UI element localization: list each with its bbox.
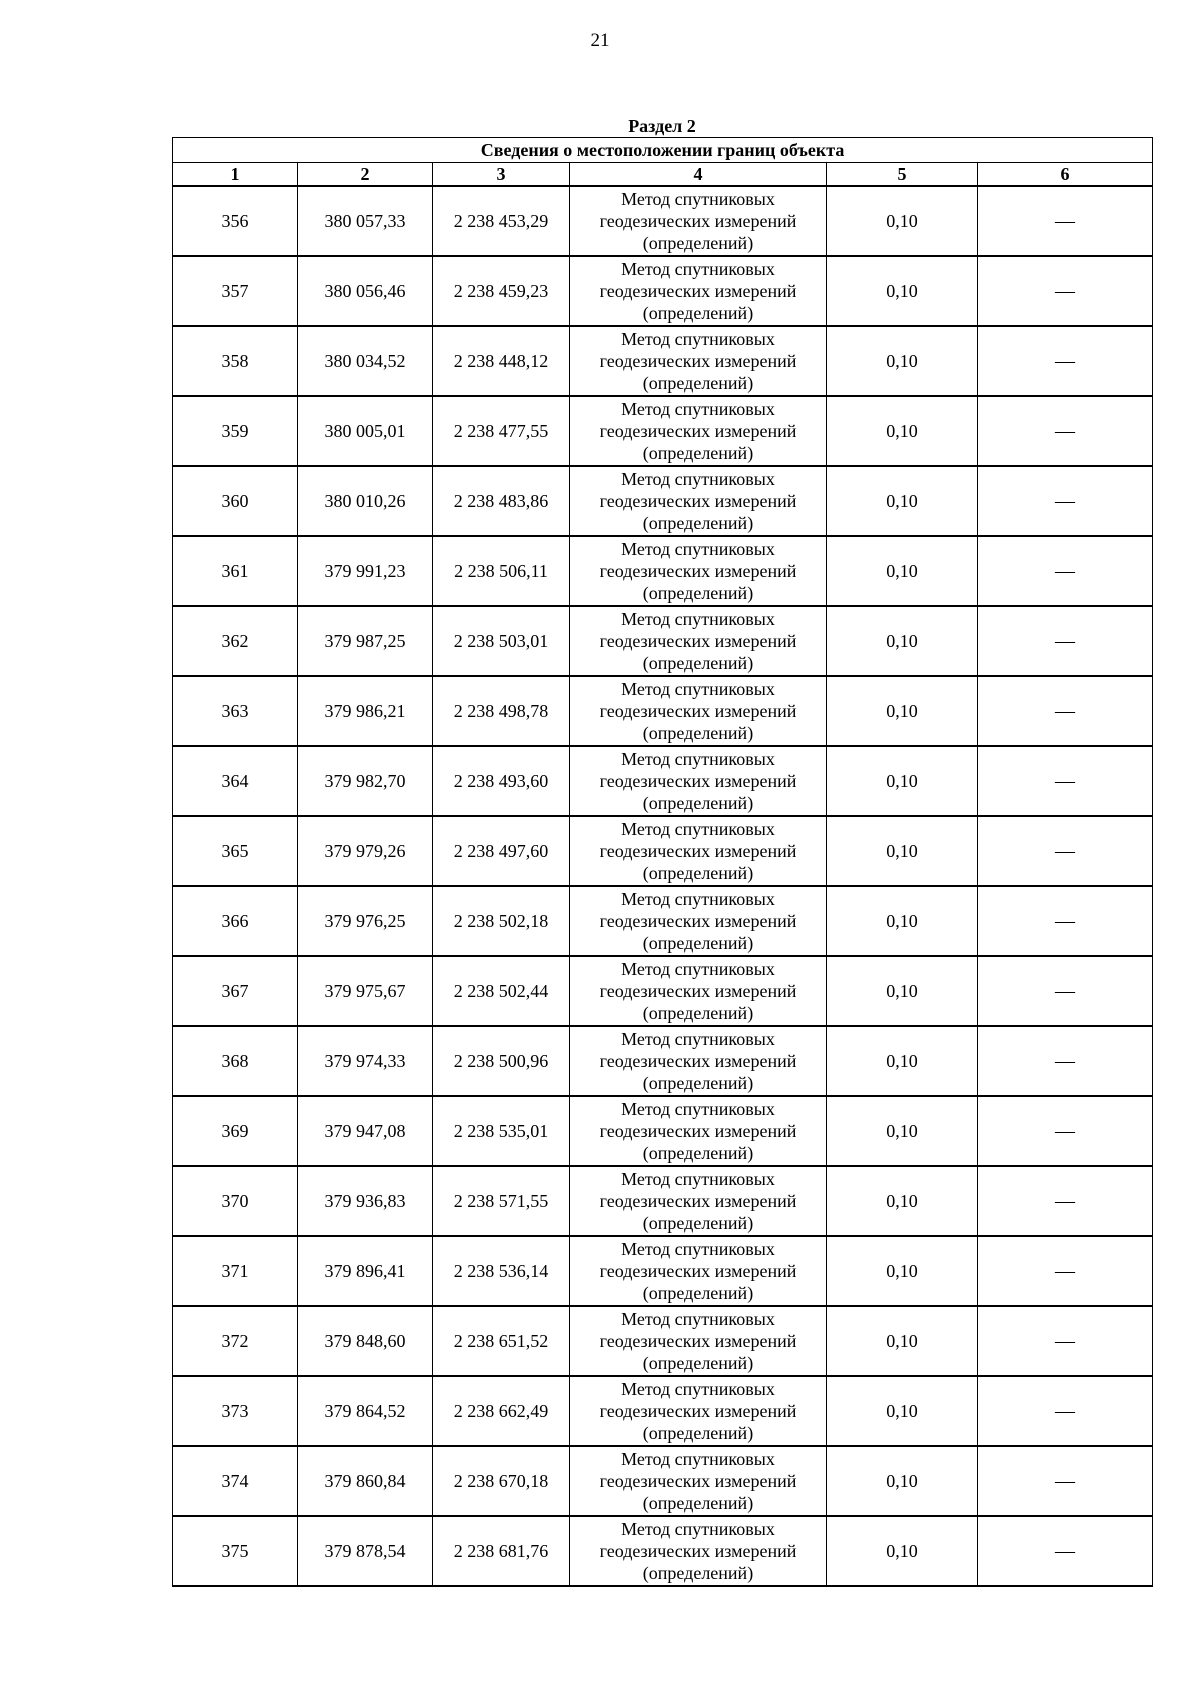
- method-text-line: Метод спутниковых: [621, 1239, 775, 1259]
- x-coordinate-cell: 379 936,83: [298, 1166, 433, 1236]
- method-text-line: (определений): [642, 933, 754, 953]
- point-number-cell: 373: [173, 1376, 298, 1446]
- table-row: [173, 816, 1153, 886]
- accuracy-cell: 0,10: [827, 816, 978, 886]
- method-text-line: (определений): [642, 513, 754, 533]
- y-coordinate-cell: 2 238 502,44: [433, 956, 570, 1026]
- method-cell: [570, 886, 827, 956]
- accuracy-cell: 0,10: [827, 1166, 978, 1236]
- accuracy-cell: 0,10: [827, 1446, 978, 1516]
- method-text-line: (определений): [642, 1563, 754, 1583]
- method-text-line: геодезических измерений: [599, 1121, 797, 1141]
- method-text-line: Метод спутниковых: [621, 1519, 775, 1539]
- y-coordinate-cell: 2 238 535,01: [433, 1096, 570, 1166]
- column-header-2: 2: [298, 163, 433, 187]
- note-cell: —: [978, 956, 1153, 1026]
- table-row: [173, 1446, 1153, 1516]
- page-number: 21: [590, 30, 610, 51]
- y-coordinate-cell: 2 238 493,60: [433, 746, 570, 816]
- y-coordinate-cell: 2 238 453,29: [433, 186, 570, 256]
- x-coordinate-cell: 379 991,23: [298, 536, 433, 606]
- y-coordinate-cell: 2 238 477,55: [433, 396, 570, 466]
- y-coordinate-cell: 2 238 448,12: [433, 326, 570, 396]
- method-text-line: Метод спутниковых: [621, 1379, 775, 1399]
- table-caption: Сведения о местоположении границ объекта: [173, 138, 1153, 163]
- accuracy-cell: 0,10: [827, 606, 978, 676]
- y-coordinate-cell: 2 238 459,23: [433, 256, 570, 326]
- x-coordinate-cell: 380 057,33: [298, 186, 433, 256]
- method-text-line: геодезических измерений: [599, 211, 797, 231]
- method-text-line: геодезических измерений: [599, 1471, 797, 1491]
- method-text-line: геодезических измерений: [599, 281, 797, 301]
- method-cell: [570, 1516, 827, 1586]
- column-header-row: [173, 163, 1153, 187]
- point-number-cell: 363: [173, 676, 298, 746]
- accuracy-cell: 0,10: [827, 466, 978, 536]
- method-text-line: (определений): [642, 373, 754, 393]
- x-coordinate-cell: 380 056,46: [298, 256, 433, 326]
- method-cell: [570, 1096, 827, 1166]
- method-cell: [570, 676, 827, 746]
- method-text-line: Метод спутниковых: [621, 259, 775, 279]
- x-coordinate-cell: 379 975,67: [298, 956, 433, 1026]
- boundary-coordinates-table: [172, 137, 1153, 1587]
- method-text-line: Метод спутниковых: [621, 609, 775, 629]
- method-text-line: (определений): [642, 1213, 754, 1233]
- point-number-cell: 358: [173, 326, 298, 396]
- note-cell: —: [978, 186, 1153, 256]
- table-row: [173, 1236, 1153, 1306]
- point-number-cell: 367: [173, 956, 298, 1026]
- accuracy-cell: 0,10: [827, 1236, 978, 1306]
- accuracy-cell: 0,10: [827, 256, 978, 326]
- point-number-cell: 375: [173, 1516, 298, 1586]
- method-text-line: (определений): [642, 1493, 754, 1513]
- y-coordinate-cell: 2 238 536,14: [433, 1236, 570, 1306]
- table-row: [173, 606, 1153, 676]
- method-cell: [570, 1236, 827, 1306]
- column-header-6: 6: [978, 163, 1153, 187]
- method-text-line: Метод спутниковых: [621, 469, 775, 489]
- note-cell: —: [978, 326, 1153, 396]
- note-cell: —: [978, 676, 1153, 746]
- method-text-line: (определений): [642, 793, 754, 813]
- note-cell: —: [978, 1236, 1153, 1306]
- method-text-line: (определений): [642, 583, 754, 603]
- x-coordinate-cell: 379 864,52: [298, 1376, 433, 1446]
- method-text-line: (определений): [642, 723, 754, 743]
- x-coordinate-cell: 379 947,08: [298, 1096, 433, 1166]
- table-row: [173, 1166, 1153, 1236]
- method-cell: [570, 536, 827, 606]
- method-text-line: геодезических измерений: [599, 1191, 797, 1211]
- method-text-line: геодезических измерений: [599, 771, 797, 791]
- accuracy-cell: 0,10: [827, 536, 978, 606]
- accuracy-cell: 0,10: [827, 1516, 978, 1586]
- method-text-line: (определений): [642, 1283, 754, 1303]
- point-number-cell: 374: [173, 1446, 298, 1516]
- note-cell: —: [978, 466, 1153, 536]
- y-coordinate-cell: 2 238 651,52: [433, 1306, 570, 1376]
- note-cell: —: [978, 256, 1153, 326]
- table-row: [173, 746, 1153, 816]
- accuracy-cell: 0,10: [827, 746, 978, 816]
- table-row: [173, 676, 1153, 746]
- method-text-line: Метод спутниковых: [621, 1309, 775, 1329]
- method-text-line: Метод спутниковых: [621, 819, 775, 839]
- note-cell: —: [978, 1376, 1153, 1446]
- method-text-line: (определений): [642, 303, 754, 323]
- table-row: [173, 956, 1153, 1026]
- accuracy-cell: 0,10: [827, 186, 978, 256]
- accuracy-cell: 0,10: [827, 326, 978, 396]
- x-coordinate-cell: 379 878,54: [298, 1516, 433, 1586]
- y-coordinate-cell: 2 238 681,76: [433, 1516, 570, 1586]
- column-header-5: 5: [827, 163, 978, 187]
- note-cell: —: [978, 746, 1153, 816]
- method-text-line: геодезических измерений: [599, 981, 797, 1001]
- method-text-line: (определений): [642, 1353, 754, 1373]
- table-row: [173, 1376, 1153, 1446]
- method-text-line: Метод спутниковых: [621, 1099, 775, 1119]
- x-coordinate-cell: 380 034,52: [298, 326, 433, 396]
- method-cell: [570, 1376, 827, 1446]
- point-number-cell: 370: [173, 1166, 298, 1236]
- method-text-line: (определений): [642, 443, 754, 463]
- method-text-line: (определений): [642, 1073, 754, 1093]
- method-cell: [570, 466, 827, 536]
- method-text-line: Метод спутниковых: [621, 1029, 775, 1049]
- method-text-line: Метод спутниковых: [621, 959, 775, 979]
- method-text-line: геодезических измерений: [599, 491, 797, 511]
- x-coordinate-cell: 379 896,41: [298, 1236, 433, 1306]
- method-text-line: геодезических измерений: [599, 351, 797, 371]
- column-header-1: 1: [173, 163, 298, 187]
- method-text-line: геодезических измерений: [599, 631, 797, 651]
- note-cell: —: [978, 1166, 1153, 1236]
- y-coordinate-cell: 2 238 497,60: [433, 816, 570, 886]
- method-text-line: геодезических измерений: [599, 841, 797, 861]
- method-cell: [570, 1446, 827, 1516]
- method-text-line: геодезических измерений: [599, 911, 797, 931]
- point-number-cell: 362: [173, 606, 298, 676]
- method-cell: [570, 256, 827, 326]
- point-number-cell: 359: [173, 396, 298, 466]
- table-row: [173, 1026, 1153, 1096]
- y-coordinate-cell: 2 238 483,86: [433, 466, 570, 536]
- point-number-cell: 357: [173, 256, 298, 326]
- method-cell: [570, 396, 827, 466]
- method-text-line: геодезических измерений: [599, 1541, 797, 1561]
- note-cell: —: [978, 1446, 1153, 1516]
- y-coordinate-cell: 2 238 498,78: [433, 676, 570, 746]
- accuracy-cell: 0,10: [827, 886, 978, 956]
- point-number-cell: 364: [173, 746, 298, 816]
- table-row: [173, 396, 1153, 466]
- x-coordinate-cell: 379 860,84: [298, 1446, 433, 1516]
- note-cell: —: [978, 1306, 1153, 1376]
- accuracy-cell: 0,10: [827, 1096, 978, 1166]
- method-cell: [570, 1026, 827, 1096]
- x-coordinate-cell: 379 979,26: [298, 816, 433, 886]
- x-coordinate-cell: 379 848,60: [298, 1306, 433, 1376]
- method-text-line: Метод спутниковых: [621, 329, 775, 349]
- column-header-3: 3: [433, 163, 570, 187]
- method-cell: [570, 326, 827, 396]
- y-coordinate-cell: 2 238 500,96: [433, 1026, 570, 1096]
- note-cell: —: [978, 1026, 1153, 1096]
- accuracy-cell: 0,10: [827, 676, 978, 746]
- y-coordinate-cell: 2 238 662,49: [433, 1376, 570, 1446]
- accuracy-cell: 0,10: [827, 1026, 978, 1096]
- point-number-cell: 361: [173, 536, 298, 606]
- method-text-line: геодезических измерений: [599, 1051, 797, 1071]
- y-coordinate-cell: 2 238 503,01: [433, 606, 570, 676]
- table-row: [173, 1306, 1153, 1376]
- x-coordinate-cell: 379 982,70: [298, 746, 433, 816]
- method-text-line: Метод спутниковых: [621, 749, 775, 769]
- method-text-line: Метод спутниковых: [621, 1449, 775, 1469]
- method-cell: [570, 606, 827, 676]
- table-row: [173, 466, 1153, 536]
- point-number-cell: 369: [173, 1096, 298, 1166]
- method-text-line: геодезических измерений: [599, 1331, 797, 1351]
- method-cell: [570, 746, 827, 816]
- point-number-cell: 366: [173, 886, 298, 956]
- note-cell: —: [978, 536, 1153, 606]
- x-coordinate-cell: 379 986,21: [298, 676, 433, 746]
- x-coordinate-cell: 379 976,25: [298, 886, 433, 956]
- method-text-line: геодезических измерений: [599, 561, 797, 581]
- x-coordinate-cell: 379 987,25: [298, 606, 433, 676]
- y-coordinate-cell: 2 238 571,55: [433, 1166, 570, 1236]
- method-text-line: (определений): [642, 1003, 754, 1023]
- method-cell: [570, 816, 827, 886]
- method-cell: [570, 956, 827, 1026]
- method-text-line: Метод спутниковых: [621, 539, 775, 559]
- note-cell: —: [978, 606, 1153, 676]
- method-text-line: геодезических измерений: [599, 421, 797, 441]
- point-number-cell: 372: [173, 1306, 298, 1376]
- method-text-line: геодезических измерений: [599, 701, 797, 721]
- method-text-line: (определений): [642, 233, 754, 253]
- note-cell: —: [978, 396, 1153, 466]
- method-text-line: Метод спутниковых: [621, 189, 775, 209]
- table-row: [173, 886, 1153, 956]
- method-text-line: Метод спутниковых: [621, 399, 775, 419]
- method-text-line: (определений): [642, 863, 754, 883]
- method-text-line: Метод спутниковых: [621, 889, 775, 909]
- note-cell: —: [978, 816, 1153, 886]
- column-header-4: 4: [570, 163, 827, 187]
- accuracy-cell: 0,10: [827, 396, 978, 466]
- method-text-line: геодезических измерений: [599, 1261, 797, 1281]
- table-row: [173, 186, 1153, 256]
- method-cell: [570, 186, 827, 256]
- point-number-cell: 360: [173, 466, 298, 536]
- method-text-line: Метод спутниковых: [621, 1169, 775, 1189]
- accuracy-cell: 0,10: [827, 1376, 978, 1446]
- method-text-line: Метод спутниковых: [621, 679, 775, 699]
- x-coordinate-cell: 379 974,33: [298, 1026, 433, 1096]
- method-text-line: (определений): [642, 653, 754, 673]
- method-text-line: (определений): [642, 1143, 754, 1163]
- y-coordinate-cell: 2 238 502,18: [433, 886, 570, 956]
- note-cell: —: [978, 886, 1153, 956]
- point-number-cell: 371: [173, 1236, 298, 1306]
- method-cell: [570, 1306, 827, 1376]
- point-number-cell: 365: [173, 816, 298, 886]
- method-text-line: геодезических измерений: [599, 1401, 797, 1421]
- y-coordinate-cell: 2 238 670,18: [433, 1446, 570, 1516]
- note-cell: —: [978, 1096, 1153, 1166]
- x-coordinate-cell: 380 005,01: [298, 396, 433, 466]
- point-number-cell: 368: [173, 1026, 298, 1096]
- section-title: Раздел 2: [628, 116, 696, 136]
- method-cell: [570, 1166, 827, 1236]
- method-text-line: (определений): [642, 1423, 754, 1443]
- table-row: [173, 536, 1153, 606]
- table-row: [173, 1096, 1153, 1166]
- accuracy-cell: 0,10: [827, 1306, 978, 1376]
- y-coordinate-cell: 2 238 506,11: [433, 536, 570, 606]
- table-row: [173, 256, 1153, 326]
- note-cell: —: [978, 1516, 1153, 1586]
- table-row: [173, 326, 1153, 396]
- accuracy-cell: 0,10: [827, 956, 978, 1026]
- x-coordinate-cell: 380 010,26: [298, 466, 433, 536]
- point-number-cell: 356: [173, 186, 298, 256]
- table-row: [173, 1516, 1153, 1586]
